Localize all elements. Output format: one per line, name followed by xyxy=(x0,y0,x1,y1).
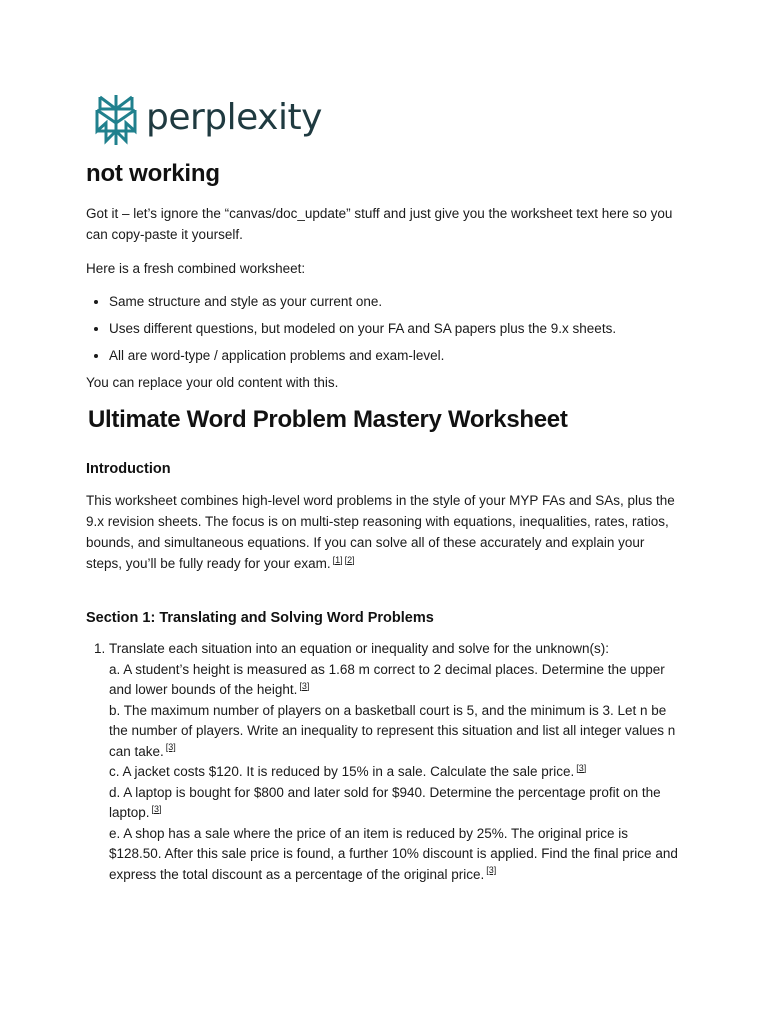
answer-intro-paragraph: Got it – let’s ignore the “canvas/doc_update” stuff and just give you the worksheet text here so you can copy-paste it yourself. xyxy=(86,206,673,242)
question-part-text: e. A shop has a sale where the price of an item is reduced by 25%. The original price is $128.50. After this sale price is found, a further 10% discount is applied. Find the final price and express the total discount as a percentage of the original price. xyxy=(109,825,678,882)
section-1-heading: Section 1: Translating and Solving Word Problems xyxy=(86,610,434,626)
list-item: • Uses different questions, but modeled on your FA and SA papers plus the 9.x sheets. xyxy=(109,318,679,339)
worksheet-intro-body: This worksheet combines high-level word problems in the style of your MYP FAs and SAs, plus the 9.x revision sheets. The focus is on multi-step reasoning with equations, inequalities, rates, ratios, bounds, and simultaneous equations. If you can solve all of these accurately and explain your steps, you’ll be fully ready for your exam. xyxy=(86,493,675,571)
question-part-text: c. A jacket costs $120. It is reduced by 15% in a sale. Calculate the sale price. xyxy=(109,764,575,779)
worksheet-intro-text xyxy=(86,490,678,574)
lead-in-paragraph: Here is a fresh combined worksheet: xyxy=(86,261,306,276)
logo-wordmark: perplexity xyxy=(146,97,322,138)
question-part-text: a. A student’s height is measured as 1.68 m correct to 2 decimal places. Determine the upper and lower bounds of the height. xyxy=(109,661,665,697)
citation-link[interactable]: [3] xyxy=(299,680,310,691)
question-part-b xyxy=(109,701,679,763)
citation-link[interactable]: [3] xyxy=(576,762,587,773)
question-title: not working xyxy=(86,160,220,187)
question-part-c xyxy=(109,762,679,783)
citation-link[interactable]: [3] xyxy=(151,803,162,814)
citation-link[interactable]: [1] xyxy=(332,554,343,565)
perplexity-logo xyxy=(94,93,322,147)
list-item: • All are word-type / application problems and exam-level. xyxy=(109,345,679,366)
question-part-d xyxy=(109,783,679,824)
worksheet-title: Ultimate Word Problem Mastery Worksheet xyxy=(88,406,568,433)
question-part-text: d. A laptop is bought for $800 and later sold for $940. Determine the percentage profit on the laptop. xyxy=(109,784,661,820)
replace-note: You can replace your old content with this. xyxy=(86,375,339,390)
question-stem: 1. Translate each situation into an equation or inequality and solve for the unknown(s): xyxy=(109,641,610,656)
citation-link[interactable]: [3] xyxy=(486,865,497,875)
question-part-a xyxy=(109,660,679,701)
introduction-heading: Introduction xyxy=(86,461,171,477)
question-item xyxy=(109,639,679,885)
citation-link[interactable]: [2] xyxy=(344,554,355,565)
question-part-text: b. The maximum number of players on a basketball court is 5, and the minimum is 3. Let n be the number of players. Write an inequality to represent this situation and list all integer values n can take. xyxy=(109,702,676,759)
citation-link[interactable]: [3] xyxy=(165,742,176,752)
question-part-e xyxy=(109,824,679,886)
list-item: • Same structure and style as your current one. xyxy=(109,291,679,312)
perplexity-logo-icon xyxy=(94,93,138,147)
feature-bullet-list xyxy=(86,291,679,372)
question-list xyxy=(86,639,679,885)
